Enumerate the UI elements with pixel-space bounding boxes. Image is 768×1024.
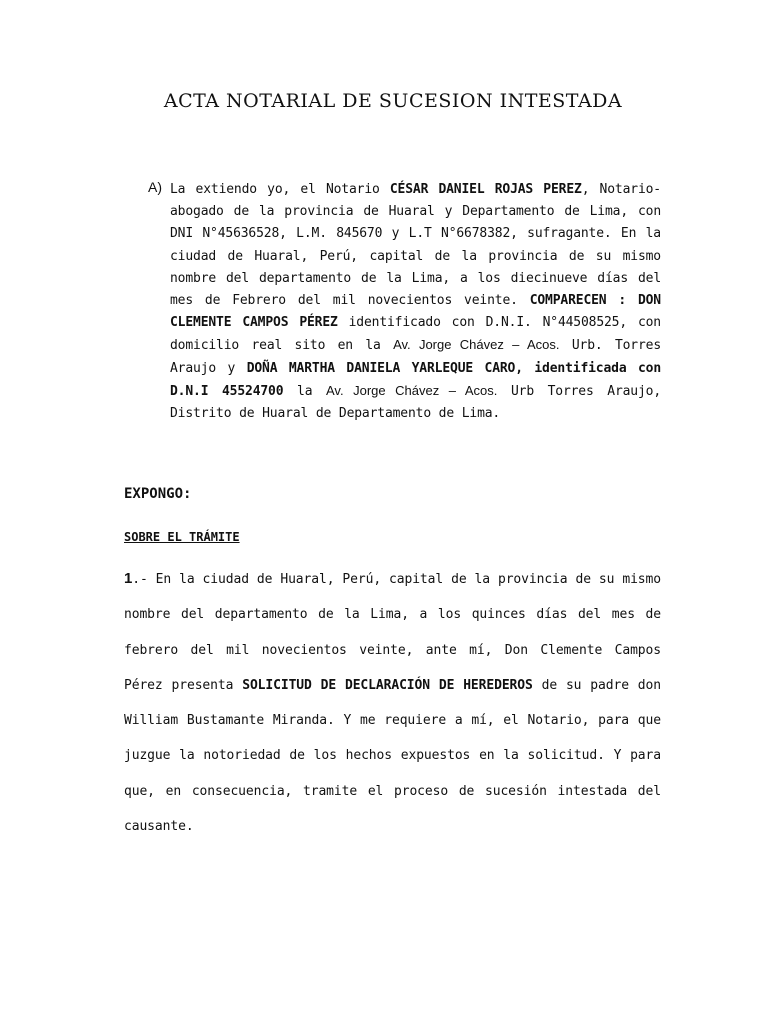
address-2: Av. Jorge Chávez – Acos. (325, 382, 498, 398)
section-a-text-2: , Notario-abogado de la provincia de Huaral y Departamento de Lima, con DNI N°45636528, L.M. 845670 y L.T N°6678382, sufragante. En la ciudad de Huaral, Perú, capital de la provincia de su mismo nombre del departamento de la Lima, a los diecinueve días del mes de Febrero del mil novecientos veinte. (170, 182, 661, 309)
paragraph-1-text-2: de su padre don William Bustamante Miranda. Y me requiere a mí, el Notario, para que juzgue la notoriedad de los hechos expuestos en la solicitud. Y para que, en consecuencia, tramite el proceso de sucesión intestada del causante. (124, 677, 661, 835)
expongo-heading: EXPONGO: (124, 486, 192, 502)
section-a-text-5: la (283, 383, 326, 399)
section-a-text-4: Urb. Torres Araujo y (170, 338, 662, 376)
section-a-text-6: Urb Torres Araujo, Distrito de Huaral de Departamento de Lima. (170, 383, 662, 422)
paragraph-1-number: 1 (124, 570, 133, 587)
section-a-text-1: La extiendo yo, el Notario (170, 182, 390, 197)
document-title: ACTA NOTARIAL DE SUCESION INTESTADA (163, 90, 623, 112)
address-1: Av. Jorge Chávez – Acos. (393, 337, 560, 353)
section-a-marker: A) (148, 179, 162, 195)
section-a (148, 179, 661, 425)
second-party-clause: DOÑA MARTHA DANIELA YARLEQUE CARO, identificada con D.N.I 45524700 (170, 360, 662, 399)
section-a-paragraph (170, 179, 661, 425)
section-a-text-3: identificado con D.N.I. N°44508525, con domicilio real sito en la (170, 315, 661, 354)
solicitud-clause: SOLICITUD DE DECLARACIÓN DE HEREDEROS (242, 677, 533, 693)
notary-name: CÉSAR DANIEL ROJAS PEREZ (389, 182, 582, 197)
paragraph-1-text-1: .- En la ciudad de Huaral, Perú, capital de la provincia de su mismo nombre del departamento de la Lima, a los quinces días del mes de febrero del mil novecientos veinte, ante mí, Don Clemente Campos Pérez presenta (124, 572, 661, 693)
paragraph-1 (124, 561, 661, 844)
tramite-subheading: SOBRE EL TRÁMITE (124, 530, 240, 544)
comparecen-clause: COMPARECEN : DON CLEMENTE CAMPOS PÉREZ (170, 293, 661, 331)
